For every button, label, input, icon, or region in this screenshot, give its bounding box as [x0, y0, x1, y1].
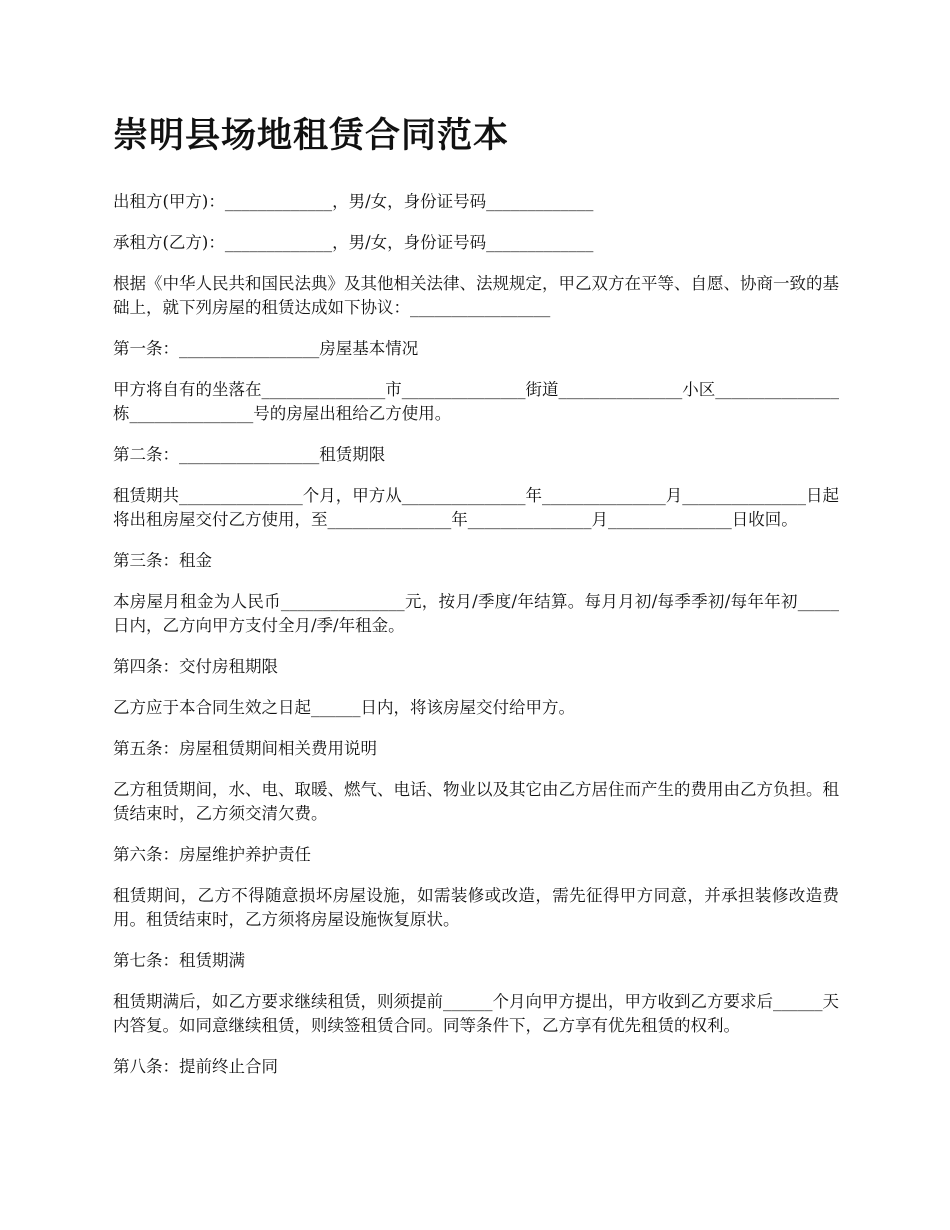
article-3-body: 本房屋月租金为人民币_______________元，按月/季度/年结算。每月月初/每季季初/每年年初_____日内，乙方向甲方支付全月/季/年租金。 — [113, 592, 839, 635]
article-6-heading: 第六条：房屋维护养护责任 — [113, 845, 311, 864]
preamble: 根据《中华人民共和国民法典》及其他相关法律、法规规定，甲乙双方在平等、自愿、协商一致的基础上，就下列房屋的租赁达成如下协议：_________________ — [113, 274, 839, 317]
article-1-body: 甲方将自有的坐落在_______________市_______________街道_______________小区_______________栋_______________号的房屋出租给乙方使用。 — [113, 380, 839, 423]
article-1-heading: 第一条：_________________房屋基本情况 — [113, 339, 419, 358]
party-b-line: 承租方(乙方)：_____________，男/女，身份证号码_____________ — [113, 233, 594, 252]
document-page — [113, 112, 839, 1096]
article-5-heading: 第五条：房屋租赁期间相关费用说明 — [113, 739, 377, 758]
document-title: 崇明县场地租赁合同范本 — [113, 116, 510, 156]
article-4-heading: 第四条：交付房租期限 — [113, 657, 278, 676]
article-6-body: 租赁期间，乙方不得随意损坏房屋设施，如需装修或改造，需先征得甲方同意，并承担装修改造费用。租赁结束时，乙方须将房屋设施恢复原状。 — [113, 886, 839, 929]
party-a-line: 出租方(甲方)：_____________，男/女，身份证号码_____________ — [113, 192, 594, 211]
article-2-body: 租赁期共_______________个月，甲方从_______________年_______________月_______________日起将出租房屋交付乙方使用，至_______________年_______________月_______________日收回。 — [113, 486, 839, 529]
article-8-heading: 第八条：提前终止合同 — [113, 1057, 278, 1076]
article-4-body: 乙方应于本合同生效之日起______日内，将该房屋交付给甲方。 — [113, 698, 575, 717]
article-3-heading: 第三条：租金 — [113, 551, 212, 570]
article-2-heading: 第二条：_________________租赁期限 — [113, 445, 386, 464]
article-7-heading: 第七条：租赁期满 — [113, 951, 245, 970]
article-5-body: 乙方租赁期间，水、电、取暖、燃气、电话、物业以及其它由乙方居住而产生的费用由乙方负担。租赁结束时，乙方须交清欠费。 — [113, 780, 839, 823]
article-7-body: 租赁期满后，如乙方要求继续租赁，则须提前______个月向甲方提出，甲方收到乙方要求后______天内答复。如同意继续租赁，则续签租赁合同。同等条件下，乙方享有优先租赁的权利。 — [113, 992, 839, 1035]
